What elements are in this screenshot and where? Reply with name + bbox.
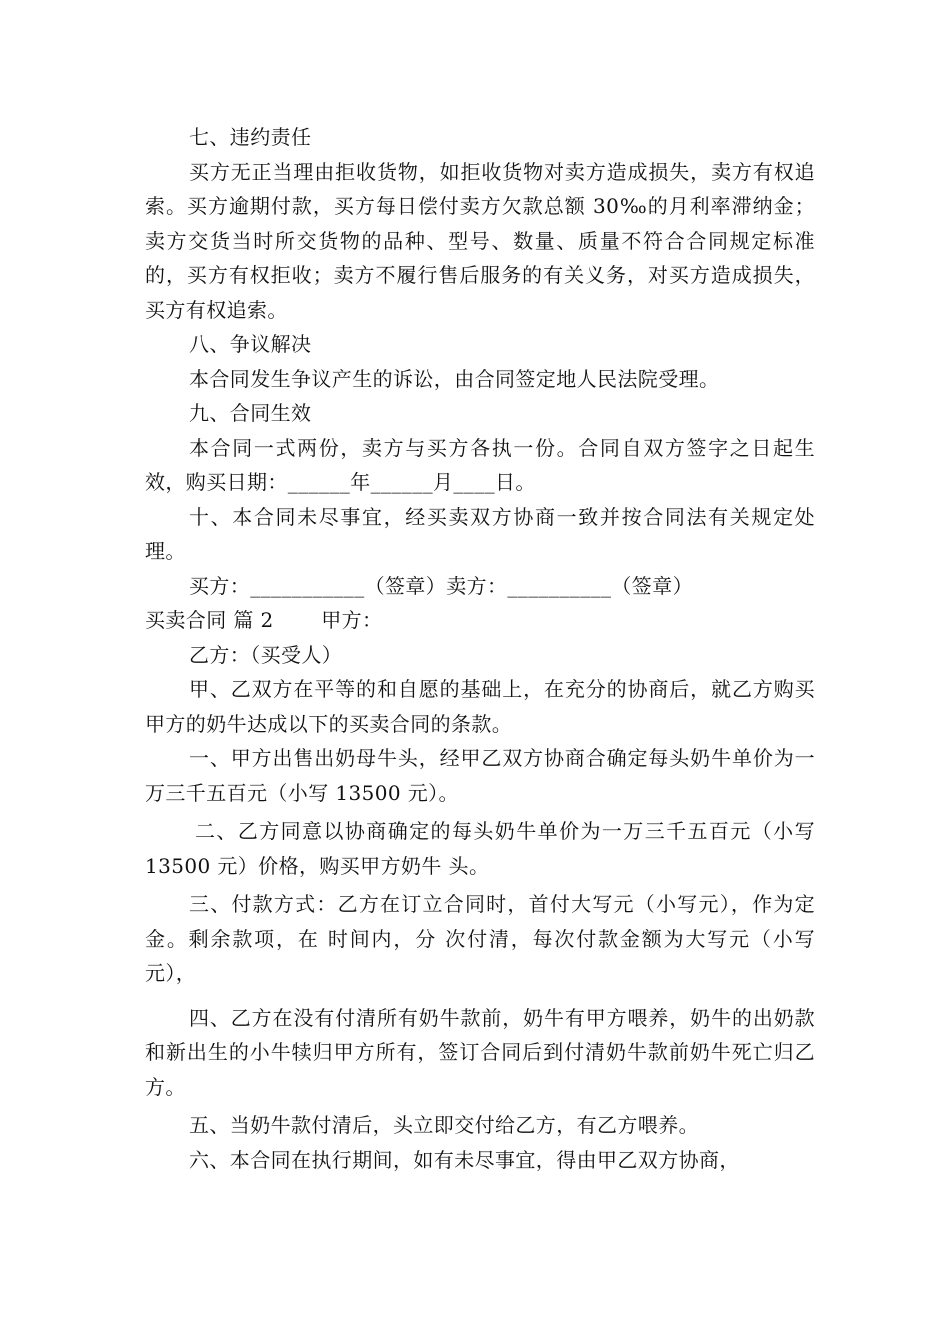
clause-4: 四、乙方在没有付清所有奶牛款前，奶牛有甲方喂养，奶牛的出奶款和新出生的小牛犊归甲方所有，签订合同后到付清奶牛款前奶牛死亡归乙方。 [145, 1005, 815, 1099]
clause-6: 六、本合同在执行期间，如有未尽事宜，得由甲乙双方协商， [189, 1147, 740, 1172]
section-heading-dispute-resolution: 八、争议解决 [189, 332, 312, 356]
signature-line: 买方：___________（签章）卖方：__________（签章） [189, 573, 693, 598]
paragraph-unresolved-matters: 十、本合同未尽事宜，经买卖双方协商一致并按合同法有关规定处理。 [145, 504, 815, 563]
document-body [145, 120, 822, 1177]
contract-2-title: 买卖合同 篇 2 甲方： [145, 608, 383, 632]
section-heading-breach-liability: 七、违约责任 [189, 125, 312, 149]
section-heading-contract-effect: 九、合同生效 [189, 401, 312, 425]
party-b-line: 乙方：（买受人） [189, 642, 343, 667]
paragraph-dispute-resolution: 本合同发生争议产生的诉讼，由合同签定地人民法院受理。 [189, 366, 720, 391]
paragraph-breach-liability: 买方无正当理由拒收货物，如拒收货物对卖方造成损失，卖方有权追索。买方逾期付款，买方每日偿付卖方欠款总额 30‰的月利率滞纳金；卖方交货当时所交货物的品种、型号、数量、质量不符合合同规定标准的，买方有权拒收；卖方不履行售后服务的有关义务，对买方造成损失，买方有权追索。 [145, 159, 815, 322]
clause-5: 五、当奶牛款付清后，头立即交付给乙方，有乙方喂养。 [189, 1113, 699, 1137]
paragraph-preamble: 甲、乙双方在平等的和自愿的基础上，在充分的协商后，就乙方购买甲方的奶牛达成以下的买卖合同的条款。 [145, 677, 815, 736]
clause-1: 一、甲方出售出奶母牛头，经甲乙双方协商合确定每头奶牛单价为一万三千五百元（小写 13500 元）。 [145, 746, 815, 805]
clause-3: 三、付款方式：乙方在订立合同时，首付大写元（小写元），作为定金。剩余款项，在 时间内，分 次付清，每次付款金额为大写元（小写 元）， [145, 892, 822, 985]
clause-2: 二、乙方同意以协商确定的每头奶牛单价为一万三千五百元（小写 13500 元）价格，购买甲方奶牛 头。 [145, 819, 822, 878]
paragraph-contract-effect: 本合同一式两份，卖方与买方各执一份。合同自双方签字之日起生效，购买日期：______年______月____日。 [145, 435, 815, 494]
